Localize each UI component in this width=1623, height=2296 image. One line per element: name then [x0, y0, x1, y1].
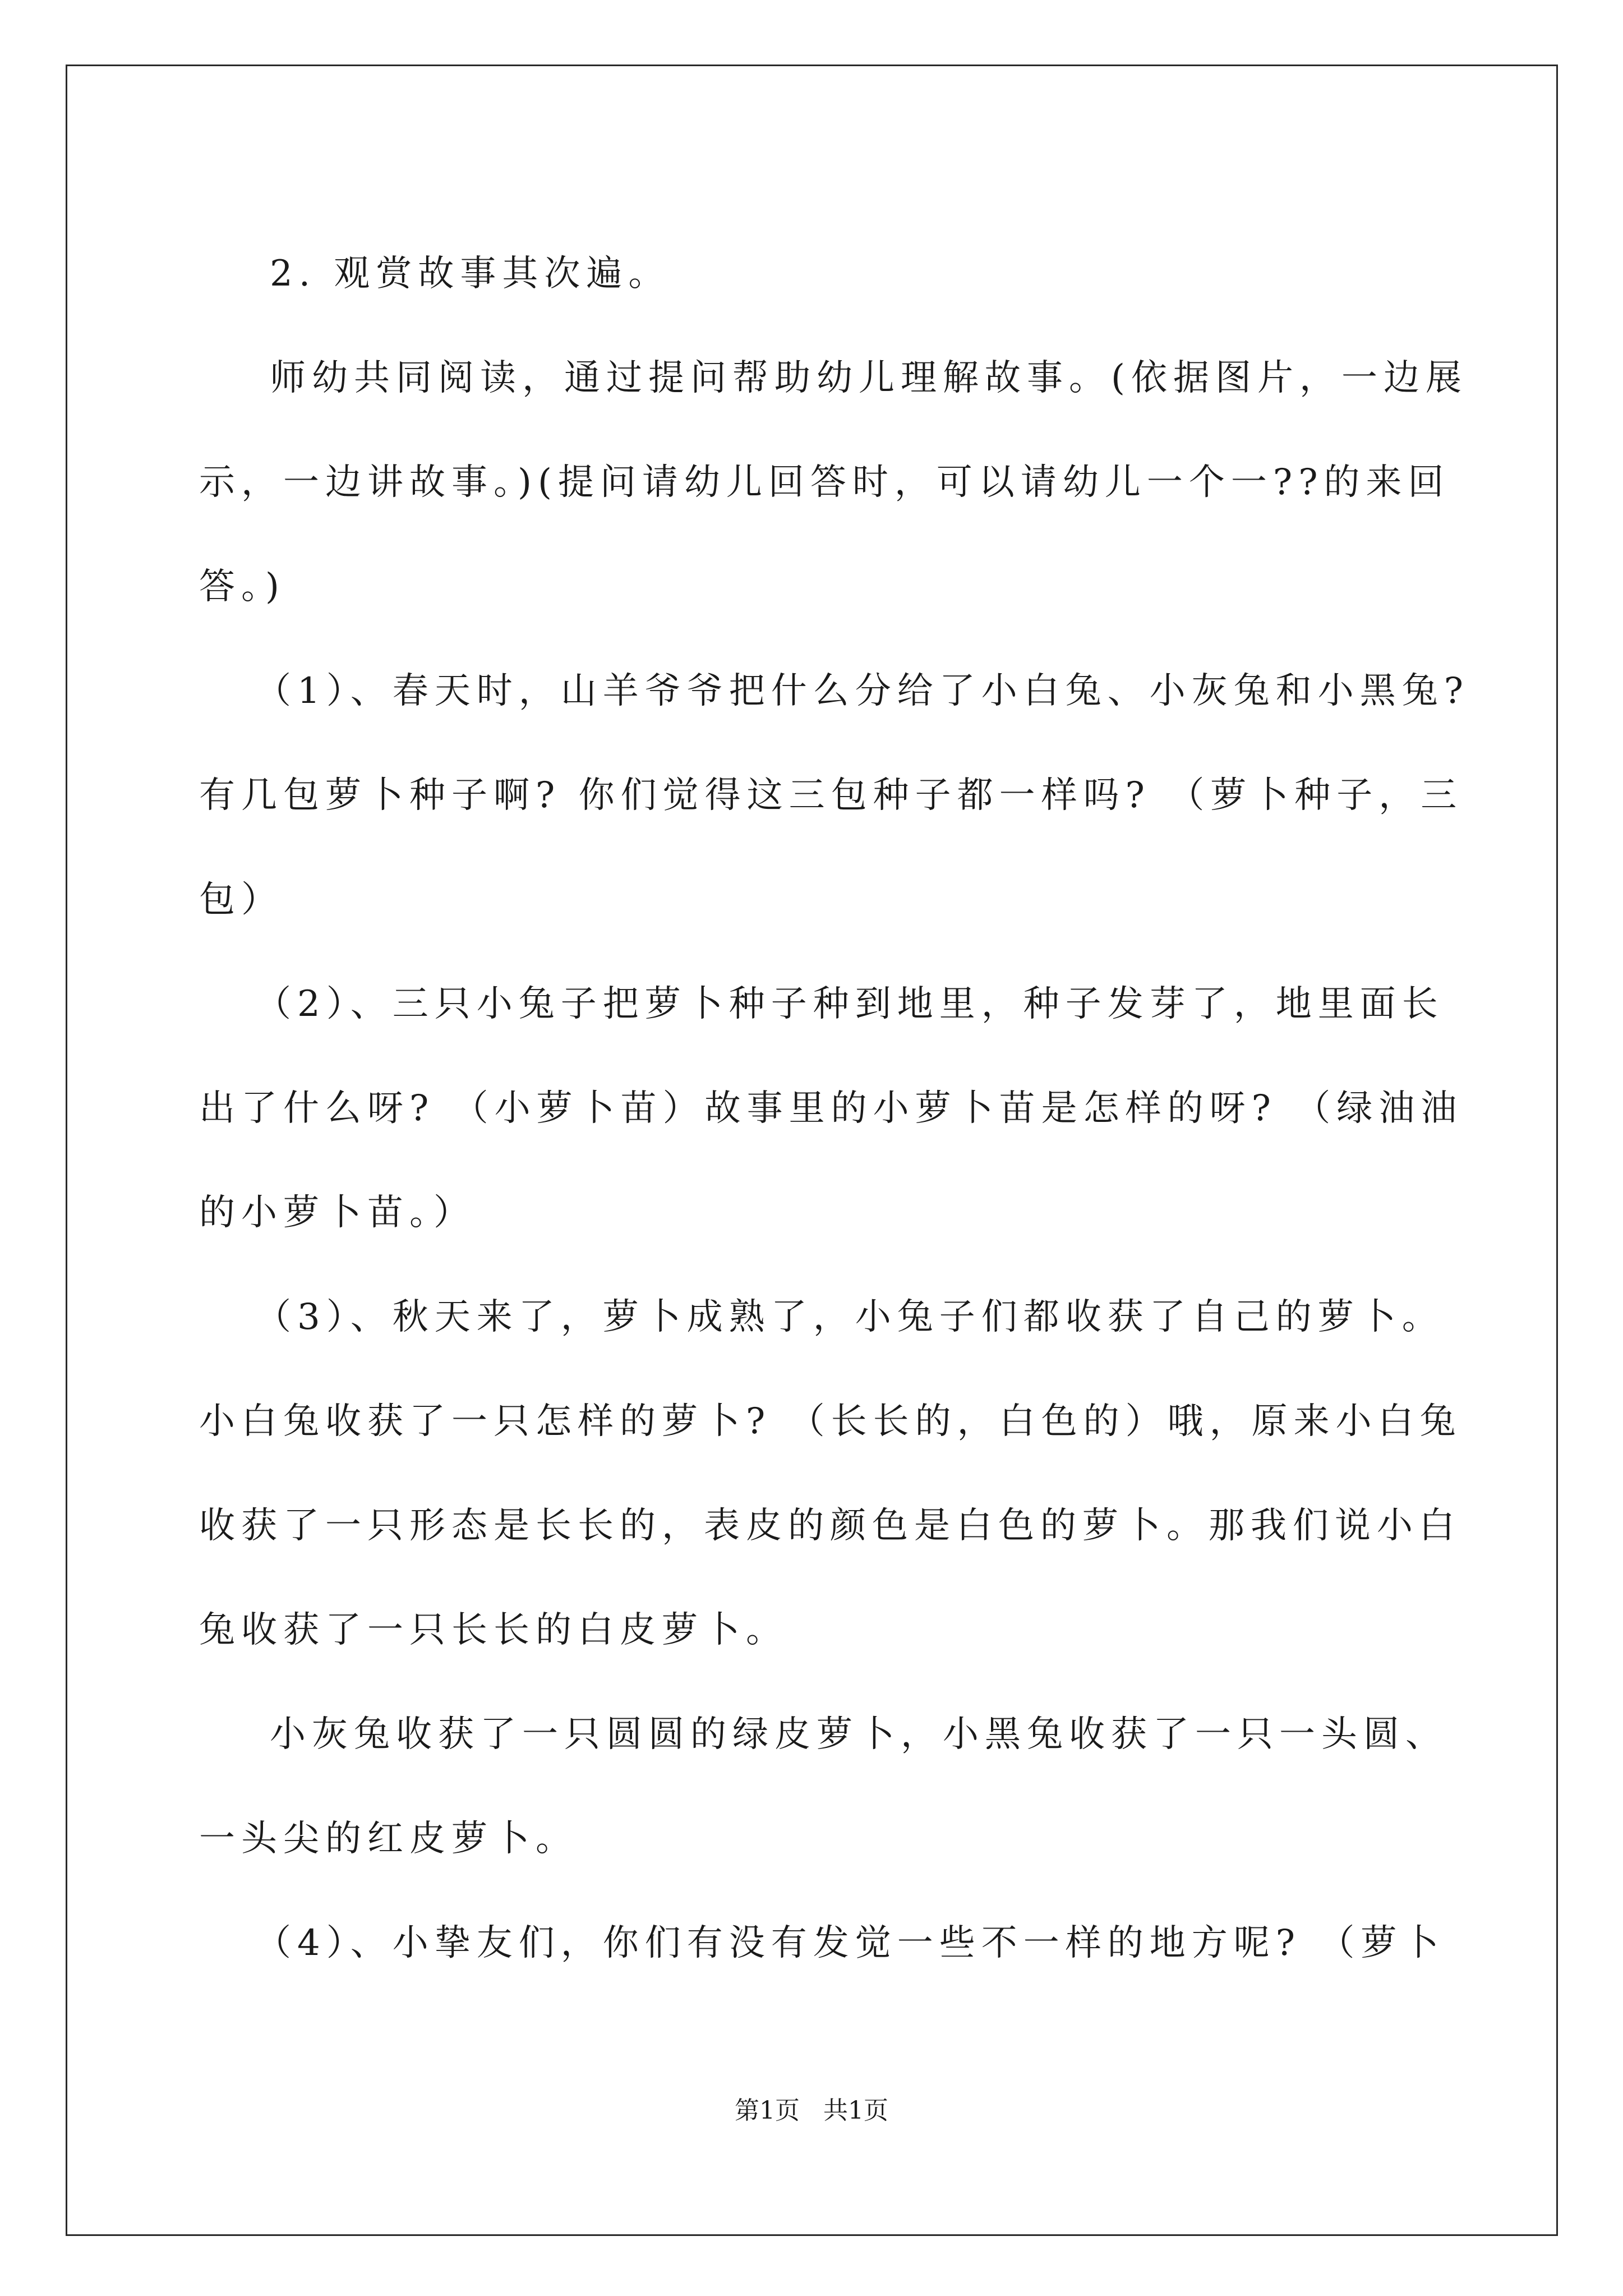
text-line: 的小萝卜苗。） — [199, 1192, 476, 1234]
text-line: （1）、春天时，山羊爷爷把什么分给了小白兔、小灰兔和小黑兔? — [255, 670, 1470, 712]
paragraph-heading — [199, 222, 1428, 326]
text-line: 出了什么呀? （小萝卜苗）故事里的小萝卜苗是怎样的呀? （绿油油 — [199, 1088, 1463, 1129]
text-line: 兔收获了一只长长的白皮萝卜。 — [199, 1609, 788, 1651]
text-line: 一头尖的红皮萝卜。 — [199, 1818, 578, 1860]
document-body — [199, 222, 1470, 1995]
paragraph — [199, 1891, 1445, 1995]
paragraph — [199, 1265, 1462, 1682]
text-line: （2）、三只小兔子把萝卜种子种到地里，种子发芽了，地里面长 — [255, 983, 1444, 1025]
text-line: 包） — [199, 879, 283, 921]
paragraph — [199, 639, 1470, 952]
text-line: 收获了一只形态是长长的，表皮的颜色是白色的萝卜。那我们说小白 — [199, 1505, 1461, 1547]
text-line: 答。) — [199, 566, 285, 608]
paragraph — [199, 952, 1463, 1265]
page-total: 共1页 — [823, 2096, 888, 2125]
text-line: 示，一边讲故事。)(提问请幼儿回答时，可以请幼儿一个一??的来回 — [199, 462, 1450, 503]
page-footer — [0, 2090, 1623, 2126]
text-line: 师幼共同阅读，通过提问帮助幼儿理解故事。(依据图片，一边展 — [270, 357, 1468, 399]
paragraph — [199, 326, 1468, 639]
text-line: 2. 观赏故事其次遍。 — [270, 253, 671, 295]
text-line: （4）、小挚友们，你们有没有发觉一些不一样的地方呢? （萝卜 — [255, 1922, 1445, 1964]
text-line: 小白兔收获了一只怎样的萝卜? （长长的，白色的）哦，原来小白兔 — [199, 1401, 1462, 1442]
paragraph — [199, 1682, 1447, 1891]
text-line: （3）、秋天来了，萝卜成熟了，小兔子们都收获了自己的萝卜。 — [255, 1296, 1444, 1338]
text-line: 小灰兔收获了一只圆圆的绿皮萝卜，小黑兔收获了一只一头圆、 — [270, 1714, 1447, 1755]
text-line: 有几包萝卜种子啊? 你们觉得这三包种子都一样吗? （萝卜种子，三 — [199, 775, 1463, 816]
page-number: 第1页 — [735, 2096, 800, 2125]
